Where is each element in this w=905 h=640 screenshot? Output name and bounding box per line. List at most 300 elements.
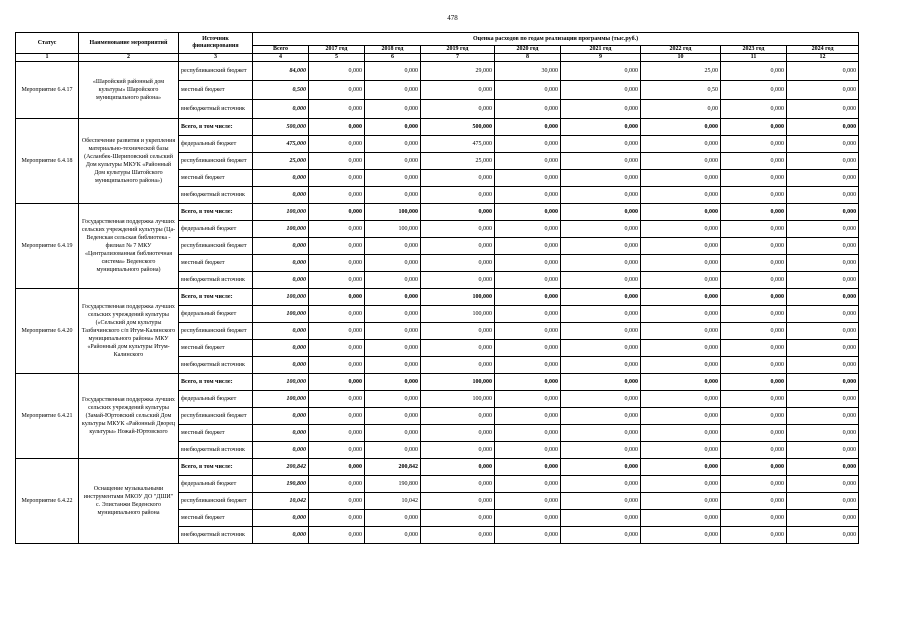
total-cell: 0,000 — [253, 323, 309, 340]
year-value-cell: 0,000 — [309, 170, 365, 187]
year-value-cell: 0,000 — [365, 374, 421, 391]
year-value-cell: 0,000 — [495, 221, 561, 238]
measure-name-cell: Обеспечение развития и укрепления материально-технической базы (Асланбек-Шериповский сельский Дом культуры МКУК «Районный Дом культуры Шатойского муниципального района») — [79, 119, 179, 204]
year-value-cell: 0,000 — [365, 306, 421, 323]
year-value-cell: 0,000 — [495, 527, 561, 544]
year-value-cell: 0,000 — [495, 425, 561, 442]
year-value-cell: 0,000 — [495, 289, 561, 306]
year-value-cell: 0,000 — [787, 62, 859, 81]
total-cell: 0,000 — [253, 255, 309, 272]
year-value-cell: 0,000 — [365, 170, 421, 187]
year-value-cell: 0,000 — [787, 100, 859, 119]
table-row — [16, 204, 859, 221]
measure-name-cell: Оснащение музыкальными инструментами МКОУ ДО "ДШИ" с. Элистанжи Веденского муниципального района — [79, 459, 179, 544]
year-value-cell: 0,000 — [561, 459, 641, 476]
year-value-cell: 0,000 — [365, 442, 421, 459]
year-value-cell: 0,000 — [787, 204, 859, 221]
year-value-cell: 0,000 — [309, 357, 365, 374]
year-value-cell: 0,000 — [309, 459, 365, 476]
year-value-cell: 0,000 — [421, 442, 495, 459]
source-cell: Всего, в том числе: — [179, 289, 253, 306]
header-year: 2019 год — [421, 46, 495, 54]
year-value-cell: 0,000 — [787, 136, 859, 153]
header-year: 2020 год — [495, 46, 561, 54]
year-value-cell: 0,000 — [495, 136, 561, 153]
year-value-cell: 0,000 — [787, 306, 859, 323]
year-value-cell: 0,000 — [309, 493, 365, 510]
header-status: Статус — [16, 33, 79, 54]
year-value-cell: 0,000 — [721, 221, 787, 238]
year-value-cell: 0,000 — [365, 391, 421, 408]
year-value-cell: 0,000 — [721, 170, 787, 187]
year-value-cell: 0,000 — [421, 510, 495, 527]
measure-name-cell: Государственная поддержка лучших сельских учреждений культуры (Ца-Веденская сельская библиотека - филиал № 7 МКУ «Централизованная библиотечная система» Веденского муниципального района) — [79, 204, 179, 289]
year-value-cell: 0,000 — [561, 289, 641, 306]
total-cell: 100,000 — [253, 204, 309, 221]
column-number: 3 — [179, 54, 253, 62]
header-year: 2018 год — [365, 46, 421, 54]
year-value-cell: 0,000 — [561, 425, 641, 442]
year-value-cell: 0,000 — [641, 323, 721, 340]
year-value-cell: 0,000 — [641, 153, 721, 170]
year-value-cell: 0,000 — [721, 100, 787, 119]
measure-name-cell: «Шаройский районный дом культуры» Шаройского муниципального района» — [79, 62, 179, 119]
year-value-cell: 0,000 — [721, 289, 787, 306]
header-total: Всего — [253, 46, 309, 54]
column-number: 6 — [365, 54, 421, 62]
source-cell: внебюджетный источник — [179, 357, 253, 374]
year-value-cell: 0,000 — [365, 81, 421, 100]
year-value-cell: 0,000 — [495, 306, 561, 323]
year-value-cell: 0,000 — [495, 442, 561, 459]
year-value-cell: 190,800 — [365, 476, 421, 493]
year-value-cell: 0,000 — [495, 391, 561, 408]
header-year: 2022 год — [641, 46, 721, 54]
year-value-cell: 0,000 — [421, 408, 495, 425]
total-cell: 0,000 — [253, 357, 309, 374]
year-value-cell: 0,000 — [365, 187, 421, 204]
year-value-cell: 0,000 — [721, 408, 787, 425]
total-cell: 0,000 — [253, 238, 309, 255]
year-value-cell: 0,000 — [365, 272, 421, 289]
year-value-cell: 0,000 — [787, 391, 859, 408]
year-value-cell: 100,000 — [421, 306, 495, 323]
year-value-cell: 0,000 — [641, 425, 721, 442]
total-cell: 0,000 — [253, 510, 309, 527]
year-value-cell: 0,000 — [787, 289, 859, 306]
year-value-cell: 29,000 — [421, 62, 495, 81]
year-value-cell: 0,000 — [561, 391, 641, 408]
total-cell: 0,000 — [253, 527, 309, 544]
year-value-cell: 0,000 — [365, 289, 421, 306]
column-number: 4 — [253, 54, 309, 62]
year-value-cell: 0,000 — [309, 425, 365, 442]
expense-table — [15, 32, 859, 544]
year-value-cell: 0,000 — [495, 476, 561, 493]
year-value-cell: 0,000 — [365, 119, 421, 136]
year-value-cell: 0,000 — [495, 238, 561, 255]
year-value-cell: 0,000 — [309, 238, 365, 255]
year-value-cell: 475,000 — [421, 136, 495, 153]
year-value-cell: 0,000 — [721, 255, 787, 272]
year-value-cell: 0,000 — [787, 272, 859, 289]
year-value-cell: 25,000 — [421, 153, 495, 170]
source-cell: Всего, в том числе: — [179, 459, 253, 476]
year-value-cell: 0,000 — [561, 170, 641, 187]
year-value-cell: 0,000 — [309, 119, 365, 136]
year-value-cell: 0,000 — [641, 374, 721, 391]
year-value-cell: 100,000 — [421, 374, 495, 391]
year-value-cell: 0,000 — [561, 204, 641, 221]
total-cell: 0,000 — [253, 170, 309, 187]
column-number: 11 — [721, 54, 787, 62]
header-name: Наименование мероприятий — [79, 33, 179, 54]
year-value-cell: 0,000 — [721, 374, 787, 391]
source-cell: местный бюджет — [179, 340, 253, 357]
column-number: 9 — [561, 54, 641, 62]
column-number: 5 — [309, 54, 365, 62]
year-value-cell: 0,50 — [641, 81, 721, 100]
table-row — [16, 289, 859, 306]
year-value-cell: 0,000 — [721, 340, 787, 357]
year-value-cell: 0,000 — [365, 62, 421, 81]
source-cell: республиканский бюджет — [179, 323, 253, 340]
year-value-cell: 200,842 — [365, 459, 421, 476]
year-value-cell: 0,000 — [641, 357, 721, 374]
year-value-cell: 0,000 — [309, 272, 365, 289]
table-row — [16, 62, 859, 81]
year-value-cell: 0,000 — [421, 272, 495, 289]
year-value-cell: 0,000 — [641, 459, 721, 476]
total-cell: 100,000 — [253, 221, 309, 238]
year-value-cell: 0,000 — [787, 425, 859, 442]
year-value-cell: 0,000 — [721, 238, 787, 255]
total-cell: 10,042 — [253, 493, 309, 510]
year-value-cell: 0,000 — [787, 493, 859, 510]
year-value-cell: 0,000 — [309, 306, 365, 323]
year-value-cell: 100,000 — [365, 221, 421, 238]
header-year: 2023 год — [721, 46, 787, 54]
year-value-cell: 0,000 — [721, 425, 787, 442]
source-cell: республиканский бюджет — [179, 62, 253, 81]
year-value-cell: 0,000 — [421, 425, 495, 442]
source-cell: республиканский бюджет — [179, 238, 253, 255]
year-value-cell: 0,000 — [421, 170, 495, 187]
year-value-cell: 0,000 — [561, 62, 641, 81]
year-value-cell: 0,000 — [721, 119, 787, 136]
year-value-cell: 0,000 — [495, 100, 561, 119]
year-value-cell: 0,000 — [421, 255, 495, 272]
year-value-cell: 0,000 — [309, 221, 365, 238]
year-value-cell: 0,000 — [495, 119, 561, 136]
source-cell: внебюджетный источник — [179, 100, 253, 119]
year-value-cell: 0,000 — [561, 100, 641, 119]
year-value-cell: 500,000 — [421, 119, 495, 136]
year-value-cell: 0,000 — [721, 459, 787, 476]
year-value-cell: 0,000 — [309, 100, 365, 119]
year-value-cell: 0,000 — [421, 493, 495, 510]
year-value-cell: 0,000 — [495, 81, 561, 100]
year-value-cell: 25,00 — [641, 62, 721, 81]
year-value-cell: 0,000 — [365, 408, 421, 425]
year-value-cell: 0,000 — [641, 238, 721, 255]
source-cell: внебюджетный источник — [179, 187, 253, 204]
year-value-cell: 0,000 — [309, 62, 365, 81]
year-value-cell: 0,000 — [641, 204, 721, 221]
source-cell: местный бюджет — [179, 81, 253, 100]
year-value-cell: 0,000 — [561, 357, 641, 374]
year-value-cell: 0,000 — [309, 374, 365, 391]
year-value-cell: 0,000 — [309, 136, 365, 153]
year-value-cell: 0,000 — [365, 238, 421, 255]
year-value-cell: 0,000 — [421, 323, 495, 340]
year-value-cell: 0,000 — [787, 187, 859, 204]
year-value-cell: 0,000 — [421, 340, 495, 357]
year-value-cell: 0,000 — [641, 170, 721, 187]
measure-name-cell: Государственная поддержка лучших сельских учреждений культуры (Замай-Юртовский сельский Дом культуры МКУК «Районный Дворец культуры» Ножай-Юртовского — [79, 374, 179, 459]
year-value-cell: 0,000 — [561, 221, 641, 238]
column-number: 7 — [421, 54, 495, 62]
year-value-cell: 0,000 — [721, 272, 787, 289]
year-value-cell: 0,000 — [787, 510, 859, 527]
year-value-cell: 0,000 — [309, 187, 365, 204]
year-value-cell: 0,000 — [641, 136, 721, 153]
year-value-cell: 100,000 — [365, 204, 421, 221]
source-cell: федеральный бюджет — [179, 391, 253, 408]
year-value-cell: 0,000 — [561, 493, 641, 510]
total-cell: 0,000 — [253, 425, 309, 442]
year-value-cell: 0,000 — [309, 289, 365, 306]
year-value-cell: 0,000 — [309, 391, 365, 408]
year-value-cell: 0,000 — [561, 153, 641, 170]
total-cell: 0,000 — [253, 272, 309, 289]
year-value-cell: 0,000 — [309, 527, 365, 544]
total-cell: 25,000 — [253, 153, 309, 170]
year-value-cell: 0,000 — [641, 119, 721, 136]
year-value-cell: 0,000 — [641, 408, 721, 425]
year-value-cell: 0,000 — [365, 357, 421, 374]
source-cell: местный бюджет — [179, 255, 253, 272]
year-value-cell: 0,000 — [561, 476, 641, 493]
source-cell: внебюджетный источник — [179, 527, 253, 544]
year-value-cell: 0,000 — [309, 340, 365, 357]
year-value-cell: 0,000 — [495, 459, 561, 476]
year-value-cell: 0,000 — [495, 340, 561, 357]
year-value-cell: 0,000 — [561, 272, 641, 289]
year-value-cell: 0,000 — [721, 81, 787, 100]
year-value-cell: 0,000 — [495, 374, 561, 391]
year-value-cell: 0,000 — [495, 510, 561, 527]
year-value-cell: 0,000 — [787, 527, 859, 544]
year-value-cell: 0,000 — [787, 221, 859, 238]
header-year: 2024 год — [787, 46, 859, 54]
year-value-cell: 0,000 — [309, 476, 365, 493]
year-value-cell: 0,000 — [721, 493, 787, 510]
year-value-cell: 0,000 — [787, 255, 859, 272]
year-value-cell: 0,000 — [421, 221, 495, 238]
column-number: 2 — [79, 54, 179, 62]
year-value-cell: 0,000 — [365, 100, 421, 119]
year-value-cell: 0,000 — [641, 255, 721, 272]
source-cell: местный бюджет — [179, 170, 253, 187]
source-cell: федеральный бюджет — [179, 136, 253, 153]
year-value-cell: 0,000 — [561, 306, 641, 323]
year-value-cell: 0,000 — [641, 340, 721, 357]
year-value-cell: 0,000 — [421, 476, 495, 493]
year-value-cell: 0,000 — [365, 510, 421, 527]
column-number: 1 — [16, 54, 79, 62]
year-value-cell: 0,000 — [421, 238, 495, 255]
total-cell: 0,500 — [253, 81, 309, 100]
header-year: 2021 год — [561, 46, 641, 54]
source-cell: федеральный бюджет — [179, 306, 253, 323]
total-cell: 475,000 — [253, 136, 309, 153]
total-cell: 190,800 — [253, 476, 309, 493]
year-value-cell: 0,000 — [787, 476, 859, 493]
year-value-cell: 0,000 — [365, 323, 421, 340]
column-number: 10 — [641, 54, 721, 62]
year-value-cell: 0,000 — [561, 527, 641, 544]
year-value-cell: 10,042 — [365, 493, 421, 510]
year-value-cell: 0,000 — [721, 510, 787, 527]
status-cell: Мероприятие 6.4.18 — [16, 119, 79, 204]
source-cell: внебюджетный источник — [179, 442, 253, 459]
year-value-cell: 0,000 — [787, 357, 859, 374]
source-cell: местный бюджет — [179, 425, 253, 442]
year-value-cell: 0,000 — [561, 136, 641, 153]
source-cell: республиканский бюджет — [179, 408, 253, 425]
header-estimate: Оценка расходов по годам реализации программы (тыс.руб.) — [253, 33, 859, 46]
year-value-cell: 0,000 — [495, 493, 561, 510]
year-value-cell: 0,000 — [561, 374, 641, 391]
total-cell: 100,000 — [253, 289, 309, 306]
status-cell: Мероприятие 6.4.20 — [16, 289, 79, 374]
year-value-cell: 0,000 — [787, 153, 859, 170]
source-cell: Всего, в том числе: — [179, 119, 253, 136]
year-value-cell: 0,000 — [495, 408, 561, 425]
year-value-cell: 0,000 — [787, 119, 859, 136]
year-value-cell: 0,000 — [721, 442, 787, 459]
year-value-cell: 0,000 — [641, 476, 721, 493]
year-value-cell: 0,000 — [641, 289, 721, 306]
year-value-cell: 0,000 — [641, 391, 721, 408]
year-value-cell: 0,000 — [421, 204, 495, 221]
year-value-cell: 0,000 — [641, 527, 721, 544]
year-value-cell: 100,000 — [421, 289, 495, 306]
total-cell: 100,000 — [253, 374, 309, 391]
year-value-cell: 0,000 — [721, 527, 787, 544]
source-cell: Всего, в том числе: — [179, 204, 253, 221]
source-cell: федеральный бюджет — [179, 476, 253, 493]
year-value-cell: 0,000 — [561, 442, 641, 459]
source-cell: местный бюджет — [179, 510, 253, 527]
year-value-cell: 0,000 — [365, 136, 421, 153]
year-value-cell: 0,000 — [721, 136, 787, 153]
year-value-cell: 30,000 — [495, 62, 561, 81]
source-cell: федеральный бюджет — [179, 221, 253, 238]
year-value-cell: 0,000 — [309, 408, 365, 425]
total-cell: 0,000 — [253, 187, 309, 204]
year-value-cell: 0,000 — [641, 187, 721, 204]
year-value-cell: 0,000 — [721, 187, 787, 204]
year-value-cell: 0,000 — [309, 255, 365, 272]
year-value-cell: 0,000 — [309, 81, 365, 100]
year-value-cell: 0,000 — [721, 306, 787, 323]
total-cell: 100,000 — [253, 306, 309, 323]
year-value-cell: 0,000 — [787, 323, 859, 340]
year-value-cell: 0,000 — [561, 340, 641, 357]
measure-name-cell: Государственная поддержка лучших сельских учреждений культуры («Сельский дом культуры Тазбичинского с/п Итум-Калинского муниципального района» МКУ «Районный дом культуры Итум-Калинского — [79, 289, 179, 374]
year-value-cell: 0,000 — [721, 323, 787, 340]
total-cell: 0,000 — [253, 340, 309, 357]
year-value-cell: 0,000 — [787, 170, 859, 187]
page-number: 478 — [447, 14, 458, 22]
year-value-cell: 0,000 — [641, 442, 721, 459]
year-value-cell: 0,000 — [561, 510, 641, 527]
year-value-cell: 0,000 — [309, 323, 365, 340]
year-value-cell: 0,000 — [309, 442, 365, 459]
year-value-cell: 0,000 — [495, 323, 561, 340]
year-value-cell: 0,000 — [421, 187, 495, 204]
year-value-cell: 0,000 — [641, 510, 721, 527]
year-value-cell: 0,000 — [495, 272, 561, 289]
year-value-cell: 0,000 — [787, 340, 859, 357]
source-cell: Всего, в том числе: — [179, 374, 253, 391]
year-value-cell: 100,000 — [421, 391, 495, 408]
year-value-cell: 0,000 — [421, 100, 495, 119]
year-value-cell: 0,000 — [721, 204, 787, 221]
table-row — [16, 119, 859, 136]
year-value-cell: 0,000 — [365, 153, 421, 170]
year-value-cell: 0,000 — [421, 527, 495, 544]
year-value-cell: 0,000 — [365, 255, 421, 272]
source-cell: внебюджетный источник — [179, 272, 253, 289]
table-row — [16, 459, 859, 476]
year-value-cell: 0,000 — [365, 425, 421, 442]
year-value-cell: 0,000 — [721, 391, 787, 408]
column-number: 12 — [787, 54, 859, 62]
year-value-cell: 0,000 — [495, 204, 561, 221]
year-value-cell: 0,000 — [721, 476, 787, 493]
year-value-cell: 0,000 — [561, 238, 641, 255]
year-value-cell: 0,000 — [309, 204, 365, 221]
year-value-cell: 0,000 — [421, 459, 495, 476]
year-value-cell: 0,000 — [641, 272, 721, 289]
status-cell: Мероприятие 6.4.22 — [16, 459, 79, 544]
year-value-cell: 0,00 — [641, 100, 721, 119]
year-value-cell: 0,000 — [495, 255, 561, 272]
year-value-cell: 0,000 — [561, 255, 641, 272]
total-cell: 100,000 — [253, 391, 309, 408]
year-value-cell: 0,000 — [561, 323, 641, 340]
year-value-cell: 0,000 — [495, 357, 561, 374]
year-value-cell: 0,000 — [561, 81, 641, 100]
year-value-cell: 0,000 — [421, 357, 495, 374]
year-value-cell: 0,000 — [787, 442, 859, 459]
total-cell: 84,000 — [253, 62, 309, 81]
total-cell: 0,000 — [253, 442, 309, 459]
source-cell: республиканский бюджет — [179, 493, 253, 510]
year-value-cell: 0,000 — [787, 374, 859, 391]
year-value-cell: 0,000 — [309, 153, 365, 170]
year-value-cell: 0,000 — [561, 119, 641, 136]
year-value-cell: 0,000 — [641, 493, 721, 510]
year-value-cell: 0,000 — [721, 153, 787, 170]
status-cell: Мероприятие 6.4.17 — [16, 62, 79, 119]
year-value-cell: 0,000 — [421, 81, 495, 100]
status-cell: Мероприятие 6.4.21 — [16, 374, 79, 459]
source-cell: республиканский бюджет — [179, 153, 253, 170]
